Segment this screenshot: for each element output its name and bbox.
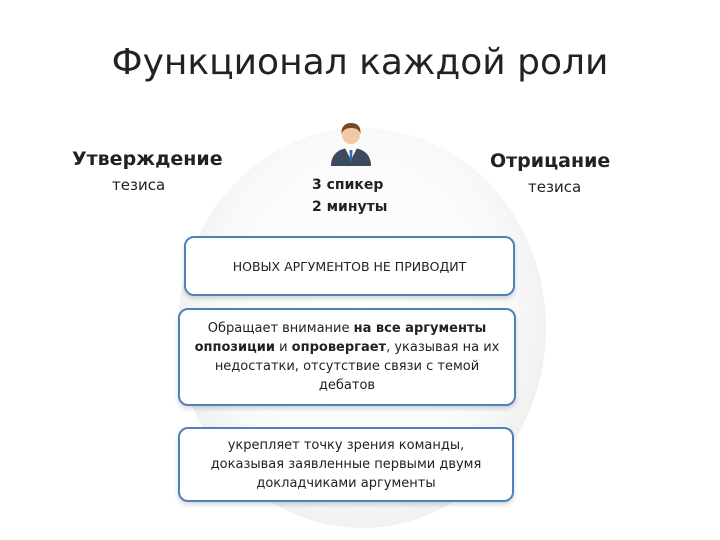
speaker-count: 3 спикер xyxy=(312,177,384,193)
slide-title: Функционал каждой роли xyxy=(111,42,609,83)
box-rebuttal xyxy=(178,308,516,406)
box2-part-4: опровергает xyxy=(291,340,387,355)
box2-part-5: , указывая на их недостатки, отсутствие связи с темой дебатов xyxy=(214,340,500,393)
speaker-info xyxy=(312,174,387,218)
box2-part-2: на все аргументы оппозиции xyxy=(194,321,487,355)
box2-text xyxy=(192,319,502,395)
speaker-time: 2 минуты xyxy=(312,199,388,215)
negative-sub: тезиса xyxy=(528,178,582,196)
box-no-new-arguments xyxy=(184,236,515,296)
affirmative-sub: тезиса xyxy=(112,176,166,194)
negative-heading: Отрицание xyxy=(490,150,611,172)
box-reinforce xyxy=(178,427,514,502)
box2-part-3: и xyxy=(274,340,292,355)
affirmative-heading: Утверждение xyxy=(72,148,223,170)
speaker-icon xyxy=(327,120,375,166)
box2-part-1: Обращает внимание xyxy=(207,321,354,336)
box1-text: НОВЫХ АРГУМЕНТОВ НЕ ПРИВОДИТ xyxy=(232,258,467,274)
box3-text: укрепляет точку зрения команды, доказывая заявленные первыми двумя докладчиками аргументы xyxy=(210,438,482,491)
